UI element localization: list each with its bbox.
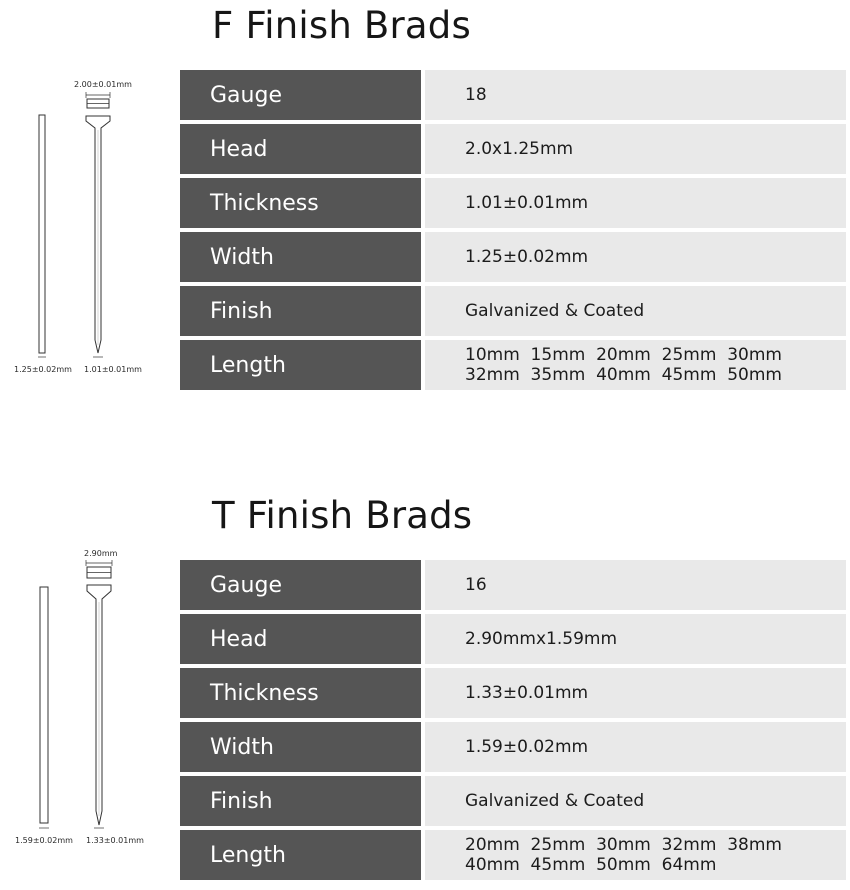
spec-value — [425, 560, 846, 610]
brad-diagram — [0, 490, 180, 890]
spec-row-length — [180, 340, 846, 390]
spec-value — [425, 614, 846, 664]
spec-value — [425, 668, 846, 718]
spec-table — [180, 560, 846, 884]
spec-value-text: 1.01±0.01mm — [465, 193, 589, 213]
spec-value-text: 10mm 15mm 20mm 25mm 30mm — [465, 345, 782, 365]
spec-label: Finish — [180, 776, 421, 826]
section-title: F Finish Brads — [212, 4, 471, 47]
spec-label: Head — [180, 614, 421, 664]
spec-value — [425, 70, 846, 120]
spec-row-width — [180, 232, 846, 282]
spec-row-gauge — [180, 560, 846, 610]
spec-row-thickness — [180, 668, 846, 718]
spec-value-text: Galvanized & Coated — [465, 301, 645, 321]
brad-diagram — [0, 0, 180, 400]
spec-label: Finish — [180, 286, 421, 336]
spec-row-finish — [180, 776, 846, 826]
brad-side-view — [40, 587, 48, 823]
spec-label: Width — [180, 722, 421, 772]
spec-value-text: 18 — [465, 85, 487, 105]
spec-value-text: 2.90mmx1.59mm — [465, 629, 618, 649]
brad-side-view — [39, 115, 45, 353]
side-width-label: 1.59±0.02mm — [15, 836, 73, 845]
spec-value-text: 1.59±0.02mm — [465, 737, 589, 757]
section-title: T Finish Brads — [212, 494, 473, 537]
brad-diagram-svg — [0, 0, 180, 400]
spec-value — [425, 340, 846, 390]
spec-value-text-line2: 40mm 45mm 50mm 64mm — [465, 855, 717, 875]
spec-label: Gauge — [180, 70, 421, 120]
side-width-label: 1.25±0.02mm — [14, 365, 72, 374]
spec-value — [425, 124, 846, 174]
f-finish-brads-section — [0, 0, 850, 400]
spec-row-head — [180, 614, 846, 664]
spec-value-text: 1.33±0.01mm — [465, 683, 589, 703]
spec-value-text: 16 — [465, 575, 487, 595]
spec-value — [425, 722, 846, 772]
spec-row-width — [180, 722, 846, 772]
spec-value-text: 20mm 25mm 30mm 32mm 38mm — [465, 835, 782, 855]
spec-label: Width — [180, 232, 421, 282]
spec-value-text: 2.0x1.25mm — [465, 139, 574, 159]
spec-label: Gauge — [180, 560, 421, 610]
thickness-label: 1.01±0.01mm — [84, 365, 142, 374]
spec-row-length — [180, 830, 846, 880]
spec-value-text-line2: 32mm 35mm 40mm 45mm 50mm — [465, 365, 782, 385]
spec-label: Head — [180, 124, 421, 174]
spec-value — [425, 232, 846, 282]
spec-label: Length — [180, 830, 421, 880]
spec-row-head — [180, 124, 846, 174]
spec-label: Thickness — [180, 178, 421, 228]
head-width-label: 2.00±0.01mm — [74, 80, 132, 89]
spec-value-text: 1.25±0.02mm — [465, 247, 589, 267]
spec-row-gauge — [180, 70, 846, 120]
spec-value — [425, 830, 846, 880]
spec-row-finish — [180, 286, 846, 336]
spec-label: Thickness — [180, 668, 421, 718]
spec-label: Length — [180, 340, 421, 390]
spec-value-text: Galvanized & Coated — [465, 791, 645, 811]
head-width-label: 2.90mm — [84, 549, 118, 558]
t-finish-brads-section — [0, 490, 850, 885]
thickness-label: 1.33±0.01mm — [86, 836, 144, 845]
spec-value — [425, 178, 846, 228]
spec-table — [180, 70, 846, 394]
spec-value — [425, 776, 846, 826]
spec-row-thickness — [180, 178, 846, 228]
spec-value — [425, 286, 846, 336]
